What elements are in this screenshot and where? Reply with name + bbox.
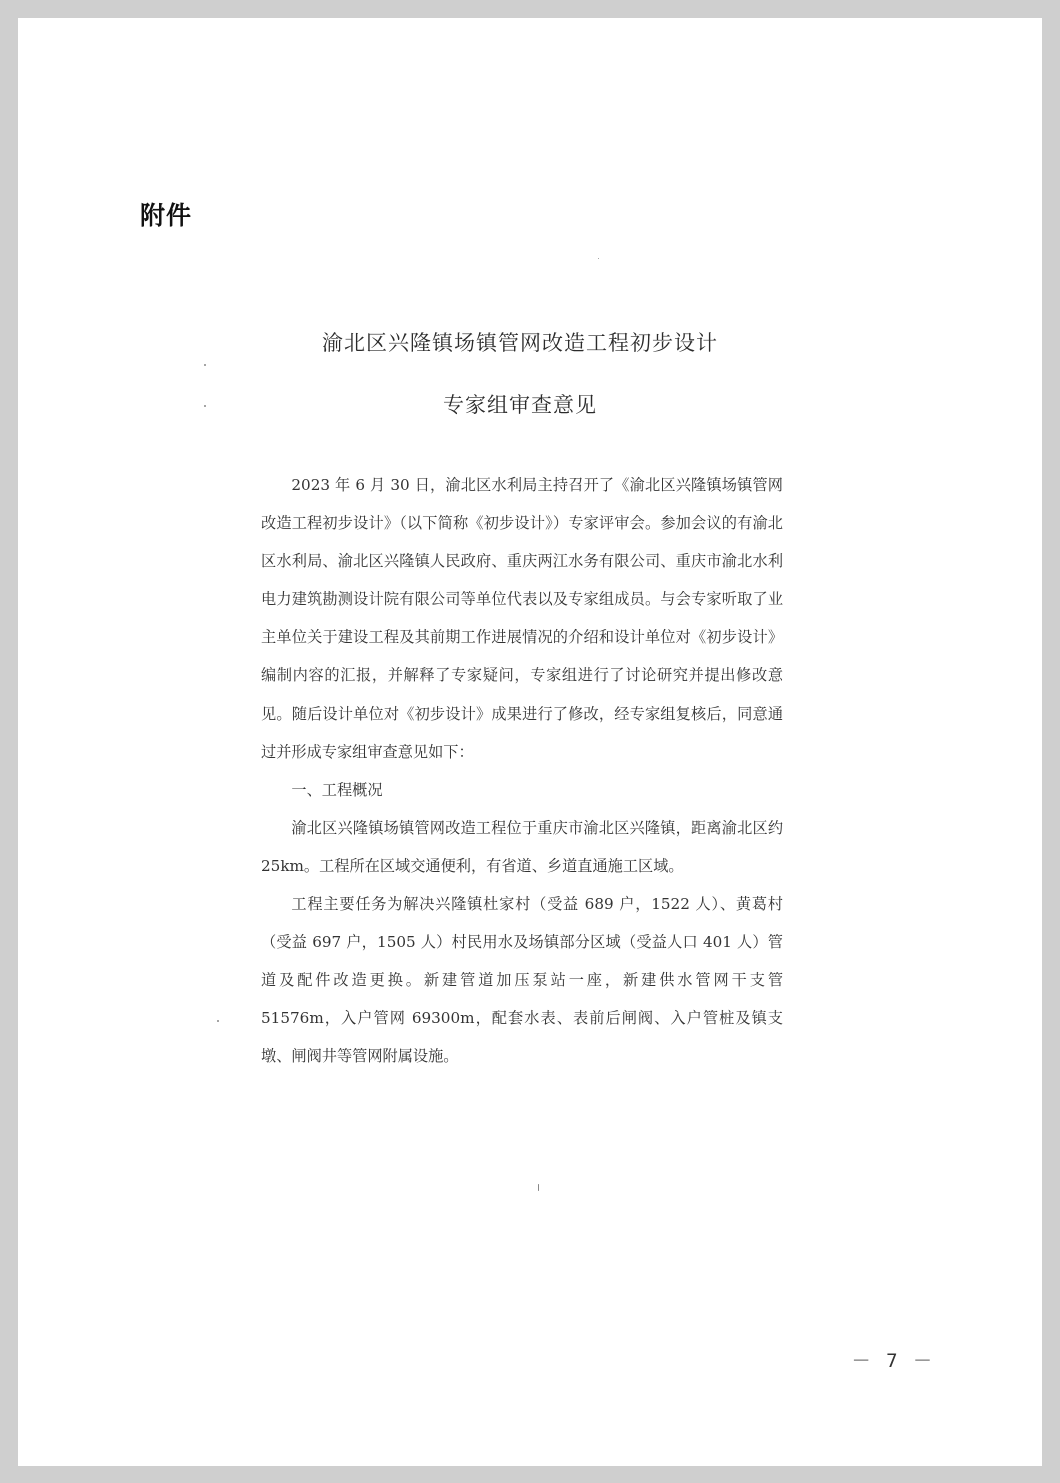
- document-body: [261, 466, 783, 1076]
- section-heading-project-overview: 一、工程概况: [291, 780, 383, 799]
- scan-speck: [538, 1184, 539, 1191]
- document-title: 渝北区兴隆镇场镇管网改造工程初步设计: [322, 331, 718, 355]
- page-number: － 7 －: [851, 1350, 934, 1372]
- scan-speck: [204, 364, 206, 366]
- scan-speck: [217, 1020, 219, 1022]
- paragraph-project-tasks: 工程主要任务为解决兴隆镇杜家村（受益 689 户，1522 人）、黄葛村（受益 697 户，1505 人）村民用水及场镇部分区域（受益人口 401 人）管道及配件改造更换。新建管道加压泵站一座，新建供水管网干支管 51576m，入户管网 69300m，配套水表、表前后闸阀、入户管桩及镇支墩、闸阀井等管网附属设施。: [261, 895, 783, 1066]
- attachment-label: 附件: [140, 201, 193, 230]
- document-subtitle: 专家组审查意见: [443, 393, 597, 417]
- paragraph-project-location: 渝北区兴隆镇场镇管网改造工程位于重庆市渝北区兴隆镇，距离渝北区约 25km。工程所在区域交通便利，有省道、乡道直通施工区域。: [261, 818, 783, 875]
- scan-speck: [598, 258, 599, 259]
- paragraph-meeting-summary: 2023 年 6 月 30 日，渝北区水利局主持召开了《渝北区兴隆镇场镇管网改造工程初步设计》（以下简称《初步设计》）专家评审会。参加会议的有渝北区水利局、渝北区兴隆镇人民政府、重庆两江水务有限公司、重庆市渝北水利电力建筑勘测设计院有限公司等单位代表以及专家组成员。与会专家听取了业主单位关于建设工程及其前期工作进展情况的介绍和设计单位对《初步设计》编制内容的汇报，并解释了专家疑问，专家组进行了讨论研究并提出修改意见。随后设计单位对《初步设计》成果进行了修改，经专家组复核后，同意通过并形成专家组审查意见如下：: [261, 476, 783, 761]
